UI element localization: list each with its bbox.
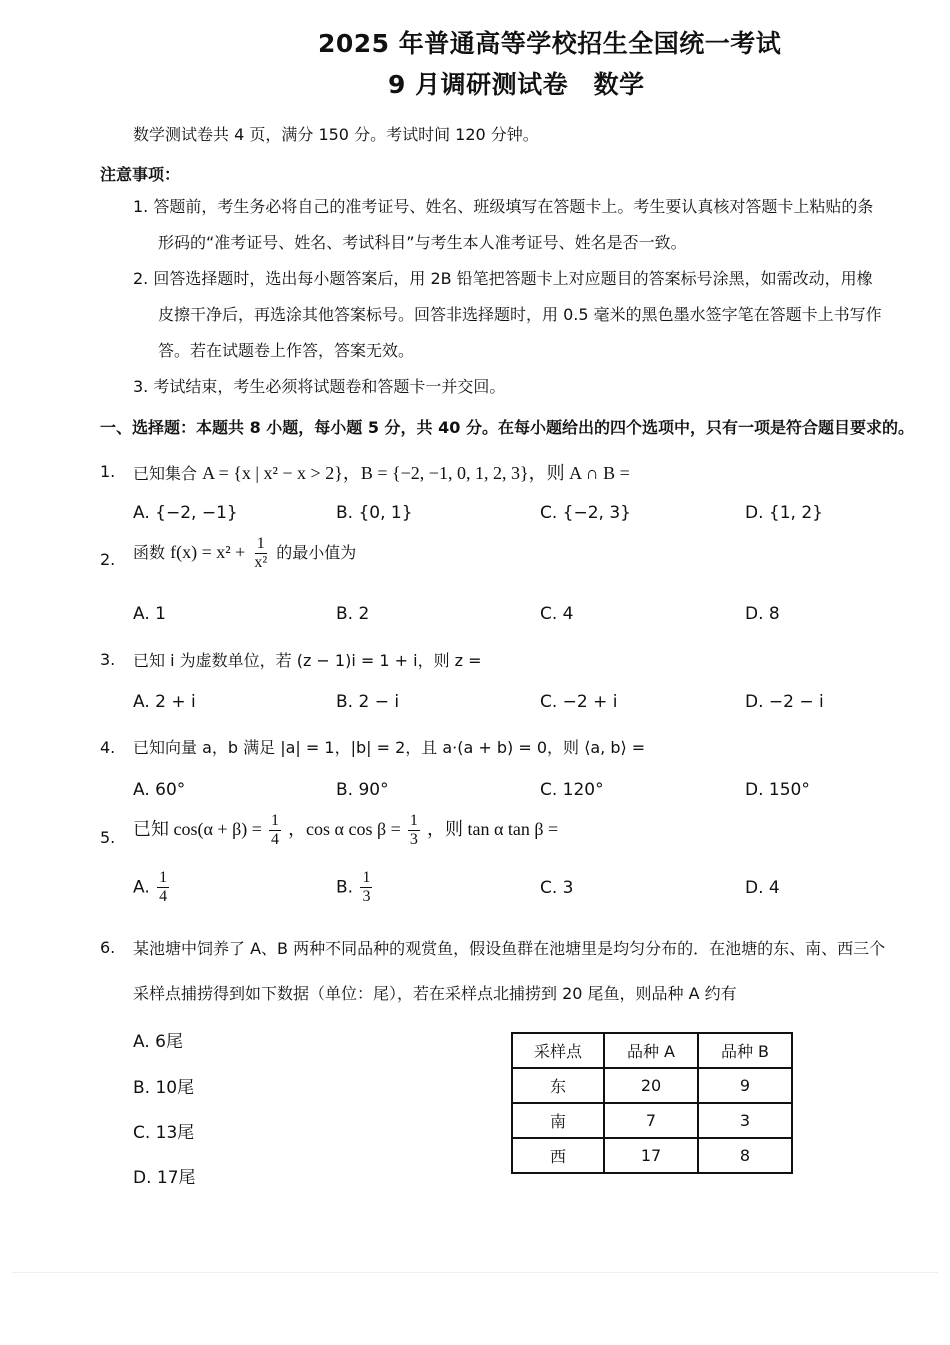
question-6-option-a: A. 6尾: [133, 1032, 183, 1052]
question-1-option-d: D. {1, 2}: [745, 503, 823, 523]
question-4-option-a: A. 60°: [133, 780, 186, 800]
question-2-number: 2.: [100, 550, 116, 569]
intro-text: 数学测试卷共 4 页，满分 150 分。考试时间 120 分钟。: [133, 125, 539, 144]
question-6-option-c: C. 13尾: [133, 1123, 195, 1143]
question-6-stem-line-1: 某池塘中饲养了 A、B 两种不同品种的观赏鱼，假设鱼群在池塘里是均匀分布的．在池塘的东、南、西三个: [133, 939, 886, 958]
note-item-3: 3. 考试结束，考生必须将试题卷和答题卡一并交回。: [133, 377, 506, 396]
question-1-option-c: C. {−2, 3}: [540, 503, 631, 523]
question-3-option-b: B. 2 − i: [336, 692, 400, 712]
question-6-option-b: B. 10尾: [133, 1078, 195, 1098]
sampling-data-table: [511, 1032, 793, 1174]
question-5-option-b-fraction: [360, 870, 372, 905]
question-5-fraction-1-denominator: 4: [270, 831, 279, 848]
note-item-2-line-2: 皮擦干净后，再选涂其他答案标号。回答非选择题时，用 0.5 毫米的黑色墨水签字笔在答题卡上书写作: [158, 305, 882, 324]
question-2-stem-math: f(x) = x² +: [170, 542, 246, 562]
question-5-fraction-2-denominator: 3: [409, 831, 418, 848]
table-header-cell: 采样点: [512, 1033, 604, 1068]
table-cell: 3: [698, 1103, 792, 1138]
question-1-stem-text: 已知集合: [133, 464, 198, 483]
question-2-stem-prefix: 函数: [133, 543, 166, 562]
table-header-cell: 品种 A: [604, 1033, 698, 1068]
question-5-option-a-label: A.: [133, 877, 150, 898]
table-cell: 20: [604, 1068, 698, 1103]
exam-subtitle: 9 月调研测试卷 数学: [388, 70, 645, 99]
question-4-stem: 已知向量 a，b 满足 |a| = 1，|b| = 2，且 a·(a + b) = 0，则 ⟨a, b⟩ =: [133, 738, 646, 757]
question-3-option-d: D. −2 − i: [745, 692, 824, 712]
table-cell: 南: [512, 1103, 604, 1138]
table-row: [512, 1068, 792, 1103]
question-1-stem-math: A = {x | x² − x > 2}，B = {−2, −1, 0, 1, 2, 3}，则 A ∩ B =: [202, 463, 630, 483]
question-5-stem: [133, 813, 558, 848]
question-3-option-a: A. 2 + i: [133, 692, 196, 712]
table-cell: 7: [604, 1103, 698, 1138]
note-item-2-line-3: 答。若在试题卷上作答，答案无效。: [158, 341, 415, 360]
question-5-option-b-label: B.: [336, 877, 354, 898]
question-2-fraction-denominator: x²: [254, 554, 268, 571]
question-3-option-c: C. −2 + i: [540, 692, 618, 712]
question-5-option-b: [336, 870, 374, 905]
question-2-option-d: D. 8: [745, 604, 780, 624]
question-1-option-b: B. {0, 1}: [336, 503, 413, 523]
page-bottom-divider: [12, 1272, 938, 1273]
question-5-option-b-numerator: 1: [362, 869, 371, 886]
question-2-stem-suffix: 的最小值为: [276, 543, 357, 562]
question-3-stem: 已知 i 为虚数单位，若 (z − 1)i = 1 + i，则 z =: [133, 651, 482, 670]
question-2-stem: [133, 536, 356, 571]
table-cell: 东: [512, 1068, 604, 1103]
question-5-option-b-denominator: 3: [362, 888, 371, 905]
note-item-2-line-1: 2. 回答选择题时，选出每小题答案后，用 2B 铅笔把答题卡上对应题目的答案标号涂黑，如需改动，用橡: [133, 269, 873, 288]
question-5-option-c: C. 3: [540, 878, 574, 898]
question-4-number: 4.: [100, 738, 116, 757]
table-cell: 8: [698, 1138, 792, 1173]
question-2-fraction: [252, 536, 269, 571]
question-4-option-c: C. 120°: [540, 780, 604, 800]
question-5-stem-suffix: ，则 tan α tan β =: [426, 819, 559, 839]
question-5-option-a-numerator: 1: [159, 869, 168, 886]
table-cell: 17: [604, 1138, 698, 1173]
exam-title: 2025 年普通高等学校招生全国统一考试: [318, 29, 782, 58]
table-header-cell: 品种 B: [698, 1033, 792, 1068]
question-5-option-d: D. 4: [745, 878, 780, 898]
question-5-option-a-denominator: 4: [159, 888, 168, 905]
question-2-option-c: C. 4: [540, 604, 574, 624]
question-4-option-d: D. 150°: [745, 780, 810, 800]
question-5-fraction-1-numerator: 1: [270, 812, 279, 829]
table-cell: 9: [698, 1068, 792, 1103]
section-heading: 一、选择题：本题共 8 小题，每小题 5 分，共 40 分。在每小题给出的四个选项中，只有一项是符合题目要求的。: [100, 418, 914, 437]
table-row: [512, 1138, 792, 1173]
notes-heading: 注意事项：: [100, 165, 181, 184]
question-1-stem: [133, 459, 630, 485]
question-6-stem-line-2: 采样点捕捞得到如下数据（单位：尾），若在采样点北捕捞到 20 尾鱼，则品种 A 约有: [133, 984, 737, 1003]
question-1-option-a: A. {−2, −1}: [133, 503, 238, 523]
question-4-option-b: B. 90°: [336, 780, 389, 800]
question-6-number: 6.: [100, 938, 116, 957]
question-2-option-a: A. 1: [133, 604, 166, 624]
table-row: [512, 1103, 792, 1138]
question-5-number: 5.: [100, 828, 116, 847]
question-2-fraction-numerator: 1: [256, 535, 265, 552]
question-5-option-a: [133, 870, 171, 905]
table-header-row: [512, 1033, 792, 1068]
question-5-fraction-2: [408, 813, 420, 848]
question-5-option-a-fraction: [157, 870, 169, 905]
question-5-fraction-2-numerator: 1: [409, 812, 418, 829]
question-3-number: 3.: [100, 650, 116, 669]
note-item-1-line-2: 形码的“准考证号、姓名、考试科目”与考生本人准考证号、姓名是否一致。: [158, 233, 687, 252]
question-5-fraction-1: [269, 813, 281, 848]
question-1-number: 1.: [100, 462, 116, 481]
question-5-stem-mid: ，cos α cos β =: [288, 819, 401, 839]
question-6-option-d: D. 17尾: [133, 1168, 196, 1188]
table-cell: 西: [512, 1138, 604, 1173]
question-5-stem-prefix: 已知 cos(α + β) =: [133, 819, 262, 839]
question-2-option-b: B. 2: [336, 604, 370, 624]
note-item-1-line-1: 1. 答题前，考生务必将自己的准考证号、姓名、班级填写在答题卡上。考生要认真核对答题卡上粘贴的条: [133, 197, 874, 216]
